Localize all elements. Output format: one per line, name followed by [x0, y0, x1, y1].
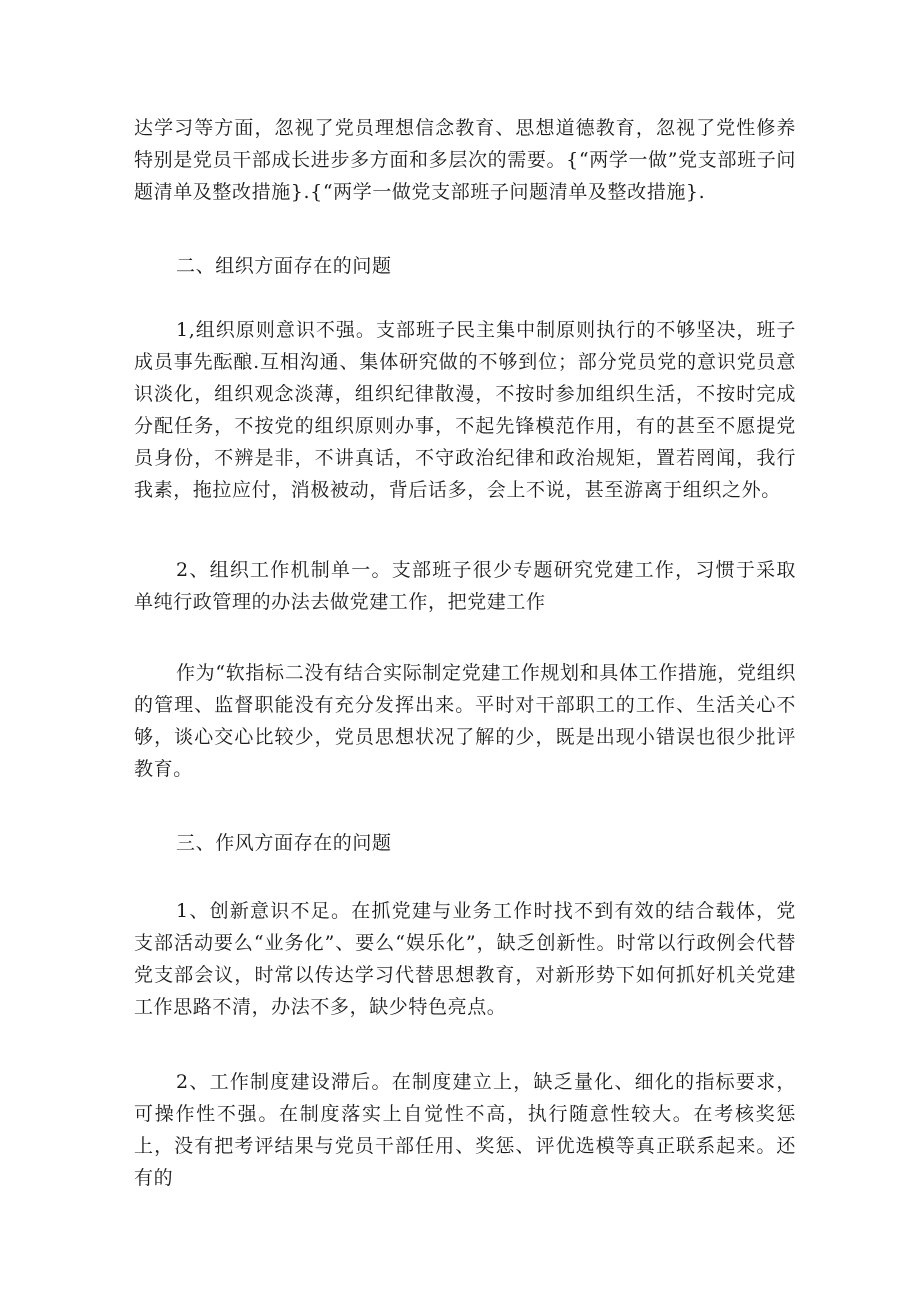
paragraph-system-construction: 2、工作制度建设滞后。在制度建立上，缺乏量化、细化的指标要求，可操作性不强。在制度落实上自觉性不高，执行随意性较大。在考核奖惩上，没有把考评结果与党员干部任用、奖惩、评优选模等真正联系起来。还有的: [134, 1071, 796, 1189]
paragraph-organization-mechanism-continued: 作为“软指标二没有结合实际制定党建工作规划和具体工作措施，党组织的管理、监督职能没有充分发挥出来。平时对干部职工的工作、生活关心不够，谈心交心比较少，党员思想状况了解的少，既是出现小错误也很少批评教育。: [134, 662, 796, 780]
paragraph-organization-mechanism: 2、组织工作机制单一。支部班子很少专题研究党建工作，习惯于采取单纯行政管理的办法去做党建工作，把党建工作: [134, 559, 796, 613]
section-heading-organization: 二、组织方面存在的问题: [176, 255, 392, 277]
intro-paragraph: 达学习等方面，忽视了党员理想信念教育、思想道德教育，忽视了党性修养特别是党员干部成长进步多方面和多层次的需要。{“两学一做”党支部班子问题清单及整改措施}.{“两学一做党支部班子问题清单及整改措施}.: [134, 117, 796, 203]
section-heading-work-style: 三、作风方面存在的问题: [176, 832, 392, 854]
paragraph-innovation-awareness: 1、创新意识不足。在抓党建与业务工作时找不到有效的结合载体，党支部活动要么“业务化”、要么“娱乐化”，缺乏创新性。时常以行政例会代替党支部会议，时常以传达学习代替思想教育，对新形势下如何抓好机关党建工作思路不清，办法不多，缺少特色亮点。: [134, 900, 796, 1018]
paragraph-organization-principle: 1,组织原则意识不强。支部班子民主集中制原则执行的不够坚决，班子成员事先酝酿.互相沟通、集体研究做的不够到位；部分党员党的意识党员意识淡化，组织观念淡薄，组织纪律散漫，不按时参加组织生活，不按时完成分配任务，不按党的组织原则办事，不起先锋模范作用，有的甚至不愿提党员身份，不辨是非，不讲真话，不守政治纪律和政治规矩，置若罔闻，我行我素，拖拉应付，消极被动，背后话多，会上不说，甚至游离于组织之外。: [134, 319, 796, 501]
